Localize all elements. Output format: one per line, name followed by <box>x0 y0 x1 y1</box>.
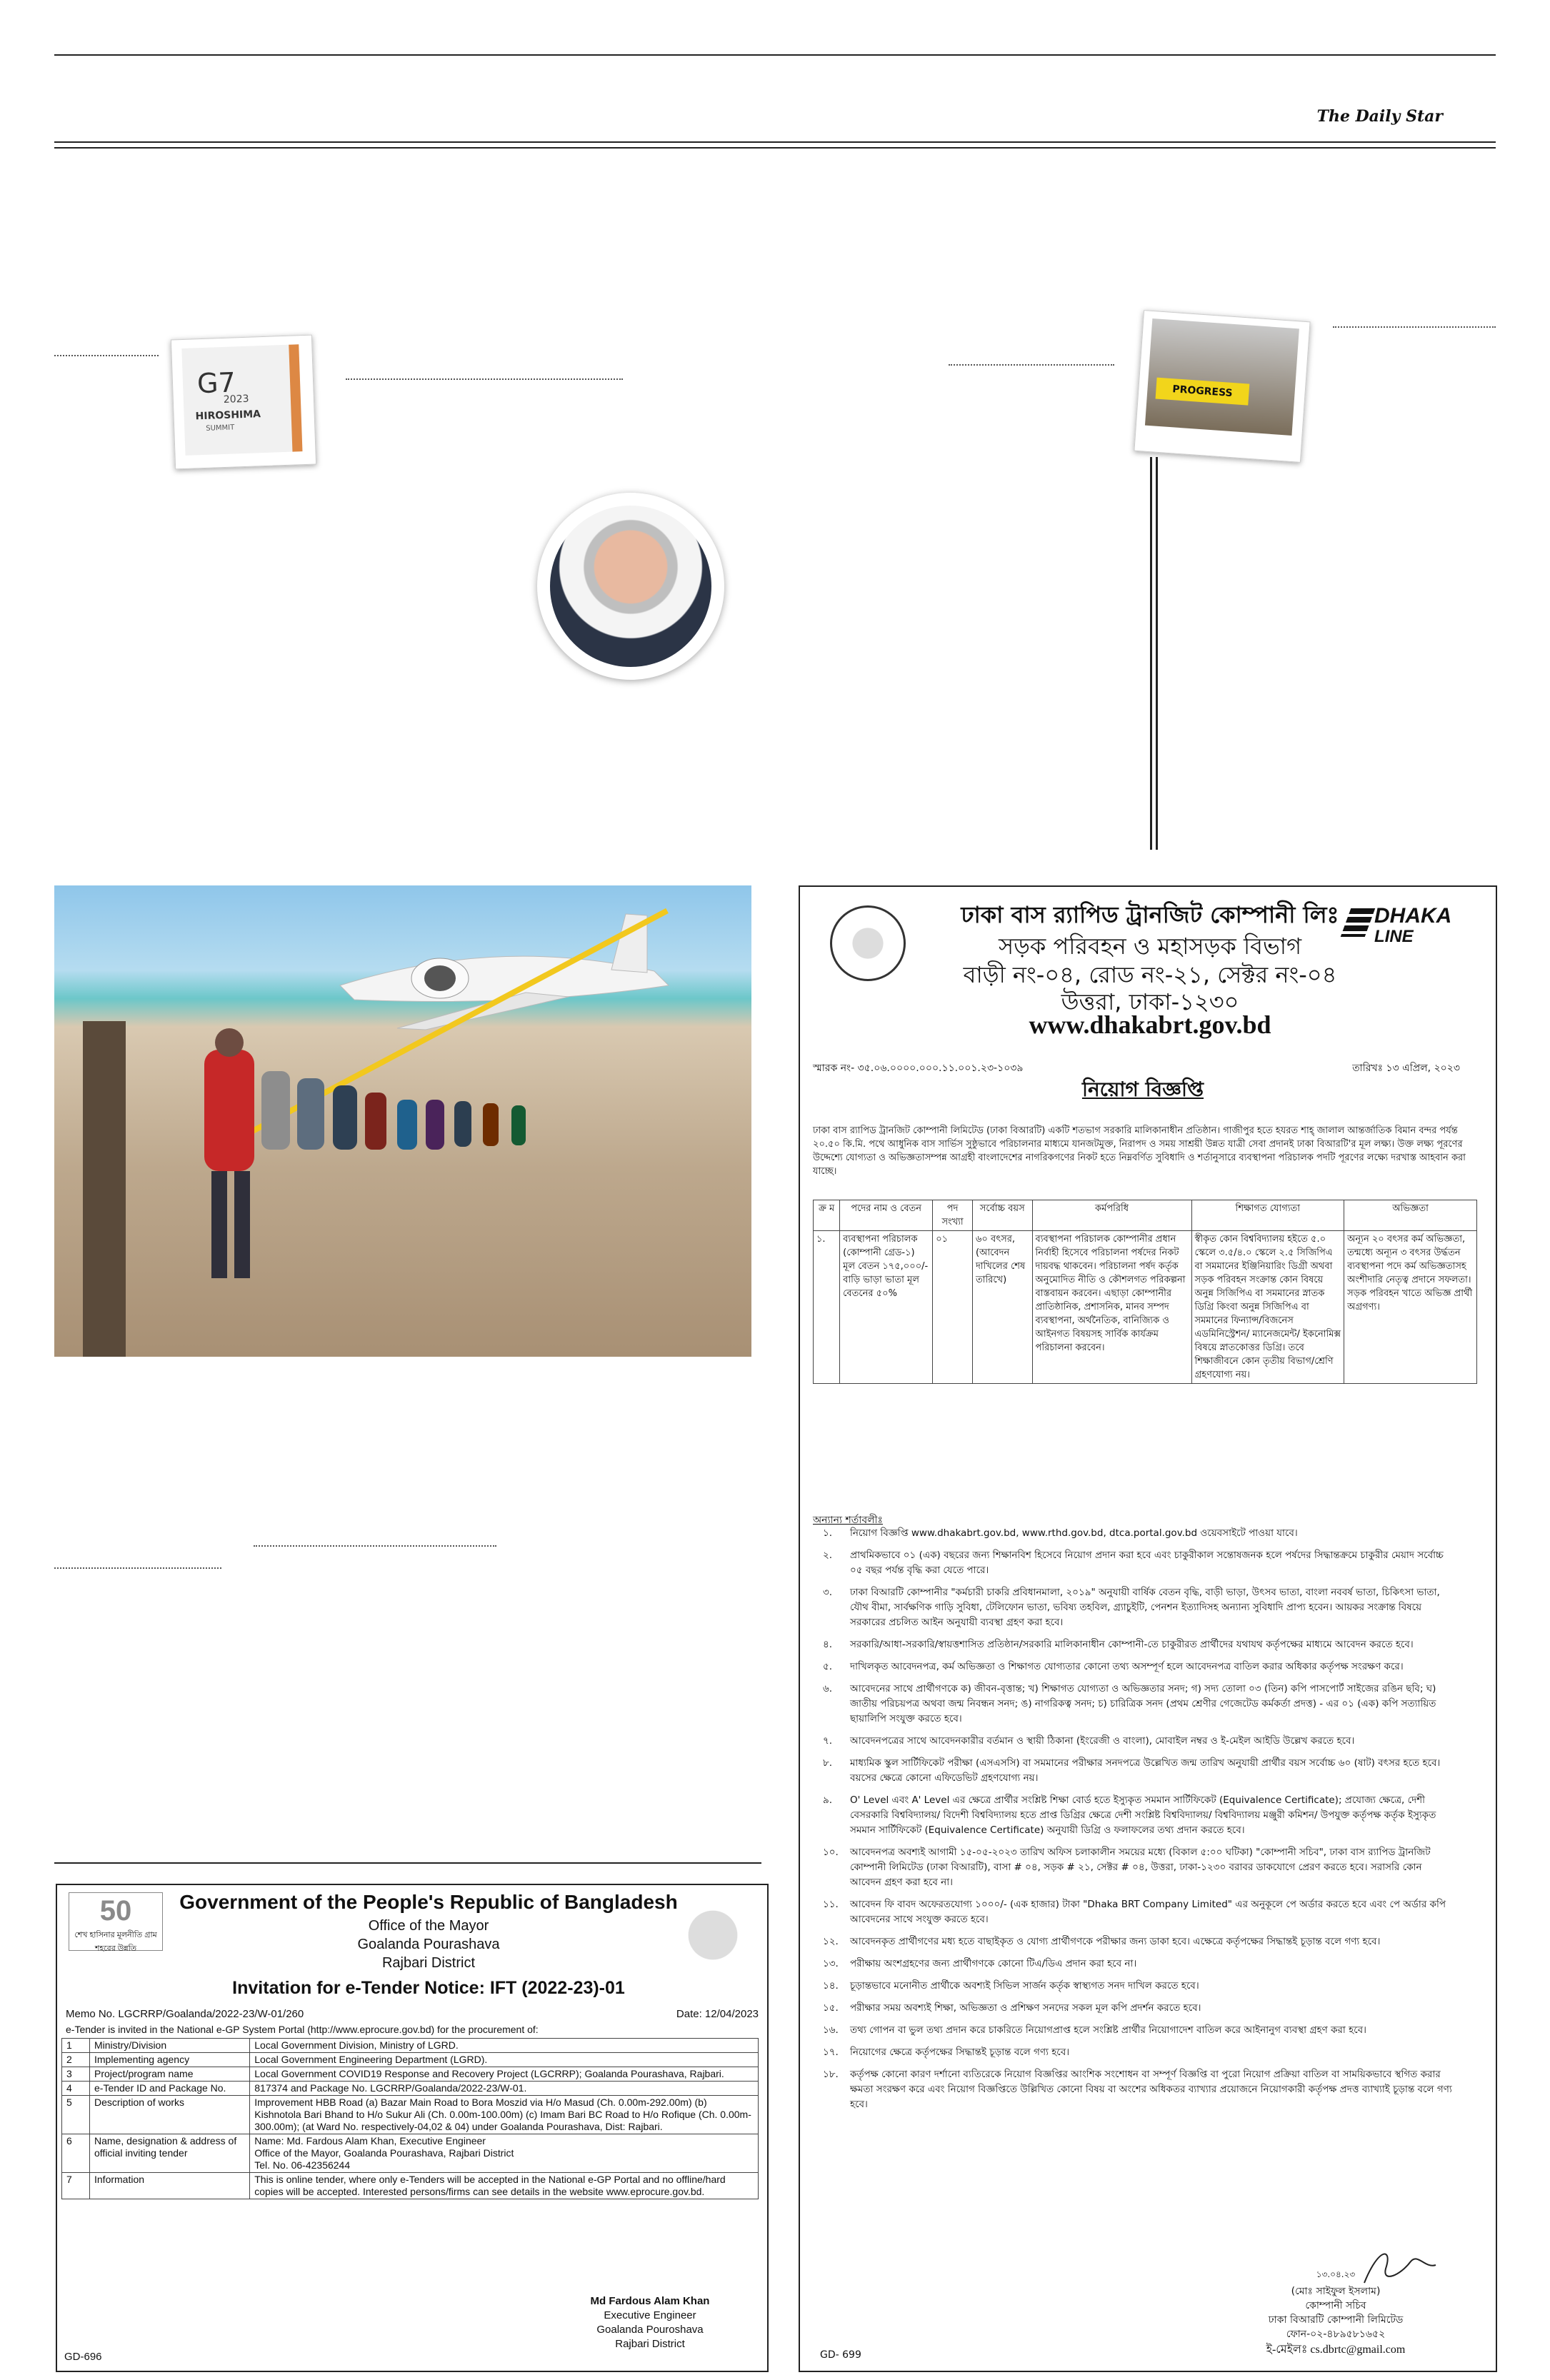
g7-summit-label: SUMMIT <box>206 423 235 433</box>
tender-row-label: Name, designation & address of official inviting tender <box>90 2134 250 2173</box>
condition-item <box>813 1585 1456 1630</box>
condition-item <box>813 1526 1456 1541</box>
memo-number: Memo No. LGCRRP/Goalanda/2022-23/W-01/260 <box>66 2008 304 2020</box>
portrait-photo <box>537 493 724 680</box>
top-rule <box>54 54 1496 56</box>
tender-row-no: 5 <box>62 2096 90 2134</box>
government-seal-icon <box>830 905 906 981</box>
dotted-rule <box>949 364 1114 366</box>
dotted-rule <box>254 1545 496 1547</box>
condition-number: ১৬. <box>823 2024 839 2036</box>
dotted-rule <box>54 1567 221 1569</box>
vacancy-table-header: পদের নাম ও বেতন <box>840 1200 933 1231</box>
condition-item <box>813 2001 1456 2016</box>
job-date: তারিখঃ ১৩ এপ্রিল, ২০২৩ <box>1352 1063 1460 1074</box>
tender-row <box>62 2082 759 2096</box>
condition-item <box>813 2023 1456 2038</box>
e-tender-notice <box>56 1884 769 2372</box>
job-memo: স্মারক নং- ৩৫.০৬.০০০০.০০০.১১.০০১.২৩-১০৩৯ <box>813 1063 1024 1074</box>
condition-item <box>813 2045 1456 2060</box>
condition-text: আবেদন ফি বাবদ অফেরতযোগ্য ১০০০/- (এক হাজার) টাকা "Dhaka BRT Company Limited" এর অনুকূলে পে অর্ডার করতে হবে এবং পে অর্ডার কপি আবেদনের সাথে সংযুক্ত করতে হবে। <box>850 1899 1446 1925</box>
job-signer-org: ঢাকা বিআরটি কোম্পানী লিমিটেড <box>1268 2314 1404 2326</box>
column-rule <box>1156 457 1158 850</box>
masthead-logo: The Daily Star <box>1316 107 1443 126</box>
people-walking-illustration <box>83 1021 583 1357</box>
condition-text: দাখিলকৃত আবেদনপত্র, কর্ম অভিজ্ঞতা ও শিক্ষাগত যোগ্যতার কোনো তথ্য অসম্পূর্ণ হলে আবেদনপত্র বাতিল করার অধিকার কর্তৃপক্ষ সংরক্ষণ করে। <box>850 1661 1404 1672</box>
address-line-1: বাড়ী নং-০৪, রোড নং-২১, সেক্টর নং-০৪ <box>963 961 1337 988</box>
signer-district: Rajbari District <box>615 2338 685 2350</box>
condition-number: ১১. <box>823 1899 839 1910</box>
condition-number: ১৩. <box>823 1958 839 1969</box>
g7-city: HIROSHIMA <box>195 408 261 423</box>
tender-row-no: 4 <box>62 2082 90 2096</box>
condition-text: আবেদনের সাথে প্রার্থীগণকে ক) জীবন-বৃত্তান্ত; খ) শিক্ষাগত যোগ্যতা ও অভিজ্ঞতার সনদ; গ) সদ্য তোলা ০৩ (তিন) কপি পাসপোর্ট সাইজের রঙিন ছবি; ঘ) জাতীয় পরিচয়পত্র অথবা জন্ম নিবন্ধন সনদ; ঙ) নাগরিকত্ব সনদ; চ) চারিত্রিক সনদ (প্রথম শ্রেণীর গেজেটেড কর্মকর্তা প্রদত্ত) - এর ০১ (এক) কপি সত্যায়িত ছায়ালিপি সংযুক্ত করতে হবে। <box>850 1683 1436 1724</box>
condition-text: পরীক্ষায় অংশগ্রহণের জন্য প্রার্থীগণকে কোনো টিএ/ডিএ প্রদান করা হবে না। <box>850 1958 1137 1969</box>
job-intro: ঢাকা বাস র‍্যাপিড ট্রানজিট কোম্পানী লিমিটেড (ঢাকা বিআরটি) একটি শতভাগ সরকারি মালিকানাধীন প্রতিষ্ঠান। গাজীপুর হতে হযরত শাহ্‌ জালাল আন্তর্জাতিক বিমান বন্দর পর্যন্ত ২০.৫০ কি.মি. পথে আধুনিক বাস সার্ভিস সুষ্ঠুভাবে পরিচালনার মাধ্যমে যানজটমুক্ত, নিরাপদ ও সময় সাশ্রয়ী উন্নত যাত্রী সেবা প্রদানই ঢাকা বিআরটি'র মূল লক্ষ্য। উক্ত লক্ষ্য পূরণের উদ্দেশ্যে যোগ্যতা ও অভিজ্ঞতাসম্পন্ন আগ্রহী বাংলাদেশের নাগরিকগণের নিকট হতে নিম্নবর্ণিত সুবিধাদি ও শর্তানুসারে ব্যবস্থাপনা পরিচালক পদটি পূরণের লক্ষ্যে দরখাস্ত আহবান করা যাচ্ছে। <box>813 1125 1466 1177</box>
horizontal-rule <box>54 1862 761 1864</box>
masthead-rule-1 <box>54 141 1496 143</box>
aircraft-illustration <box>311 907 683 1035</box>
tender-row-no: 2 <box>62 2053 90 2067</box>
condition-text: পরীক্ষার সময় অবশ্যই শিক্ষা, অভিজ্ঞতা ও প্রশিক্ষণ সনদের সকল মূল কপি প্রদর্শন করতে হবে। <box>850 2002 1201 2014</box>
vacancy-table-header: ক্র ম <box>814 1200 840 1231</box>
condition-item <box>813 1682 1456 1727</box>
condition-text: সরকারি/আধা-সরকারি/স্বায়ত্তশাসিত প্রতিষ্ঠান/সরকারি মালিকানাধীন কোম্পানী-তে চাকুরীরত প্রার্থীদের যথাযথ কর্তৃপক্ষের মাধ্যমে আবেদন করতে হবে। <box>850 1639 1414 1650</box>
condition-number: ৪. <box>823 1639 833 1650</box>
vacancy-no: ১. <box>814 1231 840 1384</box>
condition-number: ৮. <box>823 1757 833 1769</box>
job-circular-notice <box>799 885 1497 2372</box>
conditions-list <box>813 1526 1456 2119</box>
tender-row-no: 1 <box>62 2039 90 2053</box>
notice-heading: নিয়োগ বিজ্ঞপ্তি <box>1081 1078 1204 1101</box>
airport-boarding-photo <box>54 885 751 1357</box>
condition-number: ৩. <box>823 1587 833 1598</box>
condition-item <box>813 1660 1456 1674</box>
portrait-emblem-icon <box>670 1892 756 1978</box>
condition-number: ১৫. <box>823 2002 839 2014</box>
condition-number: ১৪. <box>823 1980 839 1992</box>
signature-date: ১৩.০৪.২৩ <box>1316 2269 1356 2279</box>
tender-row-label: Description of works <box>90 2096 250 2134</box>
conditions-title: অন্যান্য শর্তাবলীঃ <box>813 1515 884 1526</box>
tender-row-value: Local Government Division, Ministry of LGRD. <box>250 2039 759 2053</box>
tender-details-table <box>61 2038 759 2199</box>
condition-item <box>813 2067 1456 2112</box>
tender-row <box>62 2096 759 2134</box>
vacancy-education: স্বীকৃত কোন বিশ্ববিদ্যালয় হইতে ৫.০ স্কেলে ৩.৫/৪.০ স্কেলে ২.৫ সিজিপিএ বা সমমানের ইঞ্জিনিয়ারিং ডিগ্রী অথবা সড়ক পরিবহন সংক্রান্ত কোন বিষয়ে অনুন্ন সিজিপিএ বা সমমানের স্নাতক ডিগ্রি কিংবা অনুন্ন সিজিপিএ বা সমমানের ফিন্যান্স/বিজনেস এডমিনিস্ট্রেশন/ ম্যানেজমেন্ট/ ইকনোমিক্স বিষয়ে স্নাতকোত্তর ডিগ্রি। তবে শিক্ষাজীবনে কোন তৃতীয় বিভাগ/শ্রেণি গ্রহণযোগ্য নয়। <box>1191 1231 1344 1384</box>
condition-number: ৭. <box>823 1735 833 1747</box>
condition-item <box>813 1793 1456 1838</box>
tender-intro: e-Tender is invited in the National e-GP System Portal (http://www.eprocure.gov.bd) for the procurement of: <box>66 2024 539 2035</box>
tender-row-value: Local Government COVID19 Response and Recovery Project (LGCRRP); Goalanda Pourashava, Rajbari. <box>250 2067 759 2082</box>
g7-text: G7 <box>196 366 236 400</box>
vacancy-experience: অন্যূন ২০ বৎসর কর্ম অভিজ্ঞতা, তন্মধ্যে অন্যূন ৩ বৎসর উর্দ্ধতন ব্যবস্থাপনা পদে কর্ম অভিজ্ঞতাসহ অংশীদারি নেতৃত্ব প্রদানে সফলতা। সড়ক পরিবহন খাতে অভিজ্ঞ প্রার্থী অগ্রগণ্য। <box>1344 1231 1477 1384</box>
condition-text: চূড়ান্তভাবে মনোনীত প্রার্থীকে অবশ্যই সিভিল সার্জন কর্তৃক স্বাস্থ্যগত সনদ দাখিল করতে হবে। <box>850 1980 1199 1992</box>
condition-number: ৫. <box>823 1661 833 1672</box>
vacancy-table-header: পদ সংখ্যা <box>933 1200 973 1231</box>
vacancy-scope: ব্যবস্থাপনা পরিচালক কোম্পানীর প্রধান নির্বাহী হিসেবে পরিচালনা পর্ষদের নিকট দায়বদ্ধ থাকবেন। পরিচালনা পর্ষদ কর্তৃক অনুমোদিত নীতি ও কৌশলগত পরিকল্পনা বাস্তবায়ন করবেন। এছাড়া কোম্পানীর প্রাতিষ্ঠানিক, প্রশাসনিক, মানব সম্পদ ব্যবস্থাপনা, অর্থনৈতিক, বানিজ্যিক ও আইনগত বিষয়সহ সার্বিক কার্যক্রম পরিচালনা করবেন। <box>1032 1231 1191 1384</box>
signer-office: Goalanda Pouroshava <box>596 2324 704 2336</box>
condition-number: ১. <box>823 1527 833 1539</box>
g7-year: 2023 <box>223 393 249 406</box>
condition-item <box>813 1934 1456 1949</box>
condition-item <box>813 1548 1456 1578</box>
vacancy-table-header: কর্মপরিধি <box>1032 1200 1191 1231</box>
condition-number: ১৭. <box>823 2047 839 2058</box>
condition-item <box>813 1734 1456 1749</box>
tender-row <box>62 2039 759 2053</box>
fifty-years-logo <box>69 1892 163 1951</box>
condition-item <box>813 1637 1456 1652</box>
vacancy-table-header: সর্বোচ্চ বয়স <box>972 1200 1032 1231</box>
progress-protest-thumbnail <box>1134 310 1310 463</box>
tender-row-label: e-Tender ID and Package No. <box>90 2082 250 2096</box>
condition-number: ১৮. <box>823 2069 839 2080</box>
vacancy-count: ০১ <box>933 1231 973 1384</box>
logo-caption: শেখ হাসিনার মূলনীতি গ্রাম শহরের উন্নতি <box>74 1931 157 1953</box>
condition-number: ২. <box>823 1550 833 1561</box>
condition-number: ১২. <box>823 1936 839 1947</box>
condition-text: আবেদনপত্র অবশ্যই আগামী ১৫-০৫-২০২৩ তারিখ অফিস চলাকালীন সময়ের মধ্যে (বিকাল ৫:০০ ঘটিকা) "কোম্পানী সচিব", ঢাকা বাস র‍্যাপিড ট্রানজিট কোম্পানী লিমিটেড (ঢাকা বিআরটি), বাসা # ০৪, সড়ক # ২১, সেক্টর # ০৪, উত্তরা, ঢাকা-১২৩০ বরাবর ডাকযোগে প্রেরণ করতে হবে। সরাসরি কোন আবেদন গ্রহণ করা হবে না। <box>850 1847 1431 1888</box>
tender-date: Date: 12/04/2023 <box>676 2008 759 2020</box>
tender-row-label: Ministry/Division <box>90 2039 250 2053</box>
division-name: সড়ক পরিবহন ও মহাসড়ক বিভাগ <box>998 933 1302 960</box>
condition-number: ৯. <box>823 1794 833 1806</box>
fifty-icon: 50 <box>99 1895 132 1927</box>
condition-text: কর্তৃপক্ষ কোনো কারণ দর্শানো ব্যতিরেকে নিয়োগ বিজ্ঞপ্তির আংশিক সংশোধন বা সম্পূর্ণ বিজ্ঞপ্তি বা পুরো নিয়োগ প্রক্রিয়া বাতিল বা সাময়িকভাবে স্থগিত করার ক্ষমতা সংরক্ষণ করে এবং নিয়োগ বিজ্ঞপ্তিতে উল্লিখিত কোনো বিষয় বা অংশের অধিকতর ব্যাখ্যার প্রয়োজনে নিয়োগকারী কর্তৃপক্ষ প্রদত্ত ব্যাখ্যাই চূড়ান্ত বলে গণ্য হবে। <box>850 2069 1452 2110</box>
vacancy-age: ৬০ বৎসর, (আবেদন দাখিলের শেষ তারিখে) <box>972 1231 1032 1384</box>
tender-row-no: 3 <box>62 2067 90 2082</box>
condition-text: মাধ্যমিক স্কুল সার্টিফিকেট পরীক্ষা (এসএসসি) বা সমমানের পরীক্ষার সনদপত্রে উল্লেখিত জন্ম তারিখ অনুযায়ী প্রার্থীর বয়স সর্বোচ্চ ৬০ (ষাট) বৎসর হতে হবে। বয়সের ক্ষেত্রে কোনো এফিডেভিট গ্রহণযোগ্য নয়। <box>850 1757 1441 1784</box>
tender-row <box>62 2134 759 2173</box>
job-gd-code: GD- 699 <box>820 2349 861 2361</box>
masthead-rule-2 <box>54 147 1496 149</box>
condition-text: আবেদনপত্রের সাথে আবেদনকারীর বর্তমান ও স্থায়ী ঠিকানা (ইংরেজী ও বাংলা), মোবাইল নম্বর ও ই-মেইল আইডি উল্লেখ করতে হবে। <box>850 1735 1355 1747</box>
pourashava-name: Goalanda Pourashava <box>357 1937 500 1952</box>
gd-code: GD-696 <box>64 2351 102 2363</box>
tender-row-value: Local Government Engineering Department (LGRD). <box>250 2053 759 2067</box>
signer-name: Md Fardous Alam Khan <box>590 2295 710 2307</box>
job-email: ই-মেইলঃ cs.dbrtc@gmail.com <box>1266 2344 1406 2356</box>
condition-number: ১০. <box>823 1847 839 1858</box>
tender-row-value: Improvement HBB Road (a) Bazar Main Road to Bora Moszid via H/o Masud (Ch. 0.00m-292.00m) (b) Kishnotola Bari Bhand to H/o Sukur Ali (Ch. 0.00m-100.00m) (c) Imam Bari BC Road to H/o Rofique (Ch. 0.00m-300.00m); (at Ward No. respectively-04,02 & 04) under Goalanda Pourashava, Dist: Rajbari. <box>250 2096 759 2134</box>
condition-number: ৬. <box>823 1683 833 1694</box>
tender-row-no: 6 <box>62 2134 90 2173</box>
condition-text: আবেদনকৃত প্রার্থীগণের মধ্য হতে বাছাইকৃত ও যোগ্য প্রার্থীগণকে পরীক্ষার জন্য ডাকা হবে। এক্ষেত্রে কর্তৃপক্ষের সিদ্ধান্তই চূড়ান্ত বলে গণ্য হবে। <box>850 1936 1381 1947</box>
condition-item <box>813 1845 1456 1890</box>
tender-row-value: 817374 and Package No. LGCRRP/Goalanda/2022-23/W-01. <box>250 2082 759 2096</box>
tender-row-label: Project/program name <box>90 2067 250 2082</box>
condition-item <box>813 1957 1456 1972</box>
tender-row-value: Name: Md. Fardous Alam Khan, Executive Engineer Office of the Mayor, Goalanda Pourashava, Rajbari District Tel. No. 06-42356244 <box>250 2134 759 2173</box>
condition-text: নিয়োগের ক্ষেত্রে কর্তৃপক্ষের সিদ্ধান্তই চূড়ান্ত বলে গণ্য হবে। <box>850 2047 1070 2058</box>
g7-summit-thumbnail <box>171 335 316 470</box>
tender-row-label: Information <box>90 2173 250 2199</box>
vacancy-table-header: অভিজ্ঞতা <box>1344 1200 1477 1231</box>
dotted-rule <box>54 355 159 356</box>
portrait-face <box>550 506 711 667</box>
website: www.dhakabrt.gov.bd <box>1029 1010 1271 1039</box>
dotted-rule <box>1333 326 1496 328</box>
office-name: Office of the Mayor <box>368 1918 489 1934</box>
tender-row-no: 7 <box>62 2173 90 2199</box>
condition-item <box>813 1756 1456 1786</box>
column-rule <box>1150 457 1152 850</box>
vacancy-row <box>814 1231 1477 1384</box>
tender-row-value: This is online tender, where only e-Tenders will be accepted in the National e-GP Portal and no offline/hard copies will be accepted. Interested persons/firms can see details in the website www.eprocure.gov.bd. <box>250 2173 759 2199</box>
protest-photo <box>1145 318 1299 436</box>
condition-text: প্রাথমিকভাবে ০১ (এক) বছরের জন্য শিক্ষানবিশ হিসেবে নিয়োগ প্রদান করা হবে এবং চাকুরীকাল সন্তোষজনক হলে পর্ষদের সিদ্ধান্তক্রমে চাকুরীর মেয়াদ সর্বোচ্চ ০৫ বছর পর্যন্ত বৃদ্ধি করা যেতে পারে। <box>850 1550 1444 1576</box>
dotted-rule <box>346 378 623 380</box>
condition-text: O' Level এবং A' Level এর ক্ষেত্রে প্রার্থীর সংশ্লিষ্ট শিক্ষা বোর্ড হতে ইস্যুকৃত সমমান সার্টিফিকেট (Equivalence Certificate); প্রযোজ্য ক্ষেত্রে, দেশী বেসরকারি বিশ্ববিদ্যালয়/ বিদেশী বিশ্ববিদ্যালয় হতে প্রাপ্ত ডিগ্রির ক্ষেত্রে দেশী সংশ্লিষ্ট বিশ্ববিদ্যালয়/ বিশ্ববিদ্যালয় মঞ্জুরী কমিশন/ উপযুক্ত কর্তৃপক্ষ কর্তৃক ইস্যুকৃত সমমান সার্টিফিকেট (Equivalence Certificate) অনুযায়ী ডিগ্রি ও ফলাফলের তথ্য প্রদান করতে হবে। <box>850 1794 1436 1836</box>
g7-logo-card <box>181 344 302 456</box>
job-signer: (মোঃ সাইফুল ইসলাম) <box>1291 2286 1381 2297</box>
vacancy-table-header: শিক্ষাগত যোগ্যতা <box>1191 1200 1344 1231</box>
condition-text: নিয়োগ বিজ্ঞপ্তি www.dhakabrt.gov.bd, www.rthd.gov.bd, dtca.portal.gov.bd ওয়েবসাইটে পাওয়া যাবে। <box>850 1527 1298 1539</box>
tender-title: Invitation for e-Tender Notice: IFT (2022-23)-01 <box>232 1978 625 1998</box>
government-title: Government of the People's Republic of Bangladesh <box>179 1891 678 1913</box>
condition-text: ঢাকা বিআরটি কোম্পানীর "কর্মচারী চাকরি প্রবিধানমালা, ২০১৯" অনুযায়ী বার্ষিক বেতন বৃদ্ধি, বাড়ী ভাড়া, উৎসব ভাতা, বাংলা নববর্ষ ভাতা, চিকিৎসা ভাতা, যৌথ বীমা, সার্বক্ষণিক গাড়ি সুবিধা, টেলিফোন ভাতা, ভবিষ্য তহবিল, গ্র্যাচুইটি, পেনশন ইত্যাদিসহ অন্যান্য সুবিধাদি প্রাপ্য হবেন। আয়কর সংক্রান্ত বিষয়ে সরকারের প্রচলিত আইন অনুযায়ী ব্যবস্থা গ্রহণ করা হবে। <box>850 1587 1440 1628</box>
condition-item <box>813 1897 1456 1927</box>
signer-title: Executive Engineer <box>604 2309 696 2321</box>
job-signer-title: কোম্পানী সচিব <box>1305 2300 1366 2311</box>
tender-row <box>62 2173 759 2199</box>
district-name: Rajbari District <box>381 1955 476 1971</box>
vacancy-post: ব্যবস্থাপনা পরিচালক (কোম্পানী গ্রেড-১) মূল বেতন ১৭৫,০০০/- বাড়ি ভাড়া ভাতা মূল বেতনের ৫০% <box>840 1231 933 1384</box>
tender-row-label: Implementing agency <box>90 2053 250 2067</box>
logo-line-1: DHAKA <box>1374 904 1452 928</box>
company-name: ঢাকা বাস র‍্যাপিড ট্রানজিট কোম্পানী লিঃ <box>961 901 1339 928</box>
tender-row <box>62 2067 759 2082</box>
vacancy-table <box>813 1200 1477 1384</box>
logo-line-2: LINE <box>1374 927 1414 946</box>
progress-banner: PROGRESS <box>1156 378 1250 406</box>
job-phone: ফোন-০২-৪৮৯৫৮১৬৫২ <box>1286 2329 1386 2340</box>
tender-row <box>62 2053 759 2067</box>
condition-text: তথ্য গোপন বা ভুল তথ্য প্রদান করে চাকরিতে নিয়োগপ্রাপ্ত হলে সংশ্লিষ্ট প্রার্থীর নিয়োগাদেশ বাতিল করে আইনানুগ ব্যবস্থা গ্রহণ করা হবে। <box>850 2024 1366 2036</box>
condition-item <box>813 1979 1456 1994</box>
address-line-2: উত্তরা, ঢাকা-১২৩০ <box>1061 988 1239 1015</box>
